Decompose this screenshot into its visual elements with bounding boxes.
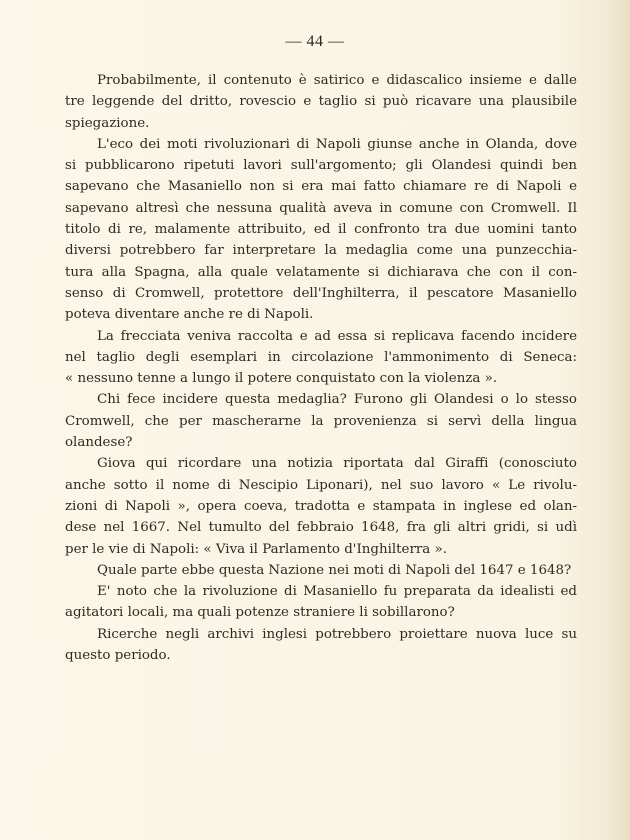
text-line: dese nel 1667. Nel tumulto del febbraio 1648, fra gli altri gridi, si udì <box>65 520 577 536</box>
text-line: sapevano che Masaniello non si era mai fatto chiamare re di Napoli e <box>65 179 577 195</box>
text-line: anche sotto il nome di Nescipio Liponari), nel suo lavoro « Le rivolu- <box>65 477 577 493</box>
text-line: La frecciata veniva raccolta e ad essa si replicava facendo incidere <box>97 328 577 344</box>
text-line: agitatori locali, ma quali potenze straniere li sobillarono? <box>65 605 455 621</box>
text-line: poteva diventare anche re di Napoli. <box>65 307 314 323</box>
text-line: titolo di re, malamente attribuito, ed il confronto tra due uomini tanto <box>65 222 577 238</box>
text-line: per le vie di Napoli: « Viva il Parlamento d'Inghilterra ». <box>65 541 447 557</box>
text-line: senso di Cromwell, protettore dell'Inghilterra, il pescatore Masaniello <box>65 285 577 301</box>
text-line: L'eco dei moti rivoluzionari di Napoli giunse anche in Olanda, dove <box>97 136 577 152</box>
text-line: zioni di Napoli », opera coeva, tradotta e stampata in inglese ed olan- <box>65 498 577 514</box>
text-line: tura alla Spagna, alla quale velatamente si dichiarava che con il con- <box>65 264 577 280</box>
text-line: sapevano altresì che nessuna qualità aveva in comune con Cromwell. Il <box>65 200 577 216</box>
page-number: — 44 — <box>285 33 345 50</box>
text-line: olandese? <box>65 435 133 451</box>
text-line: si pubblicarono ripetuti lavori sull'argomento; gli Olandesi quindi ben <box>65 158 577 174</box>
text-line: « nessuno tenne a lungo il potere conquistato con la violenza ». <box>65 371 498 387</box>
text-line: diversi potrebbero far interpretare la medaglia come una punzecchia- <box>65 243 577 259</box>
body-text <box>65 70 577 666</box>
text-line: nel taglio degli esemplari in circolazione l'ammonimento di Seneca: <box>65 349 577 365</box>
text-line: Probabilmente, il contenuto è satirico e didascalico insieme e dalle <box>97 73 577 88</box>
text-line: Quale parte ebbe questa Nazione nei moti di Napoli del 1647 e 1648? <box>97 562 572 578</box>
text-line: questo periodo. <box>65 648 171 664</box>
text-line: Cromwell, che per mascherarne la provenienza si servì della lingua <box>65 413 577 429</box>
text-line: tre leggende del dritto, rovescio e taglio si può ricavare una plausibile <box>65 94 577 110</box>
text-line: Chi fece incidere questa medaglia? Furono gli Olandesi o lo stesso <box>97 392 577 408</box>
text-line: Giova qui ricordare una notizia riportata dal Giraffi (conosciuto <box>97 456 577 472</box>
text-line: E' noto che la rivoluzione di Masaniello fu preparata da idealisti ed <box>97 584 577 600</box>
text-line: spiegazione. <box>65 115 150 131</box>
text-line: Ricerche negli archivi inglesi potrebbero proiettare nuova luce su <box>97 626 577 642</box>
